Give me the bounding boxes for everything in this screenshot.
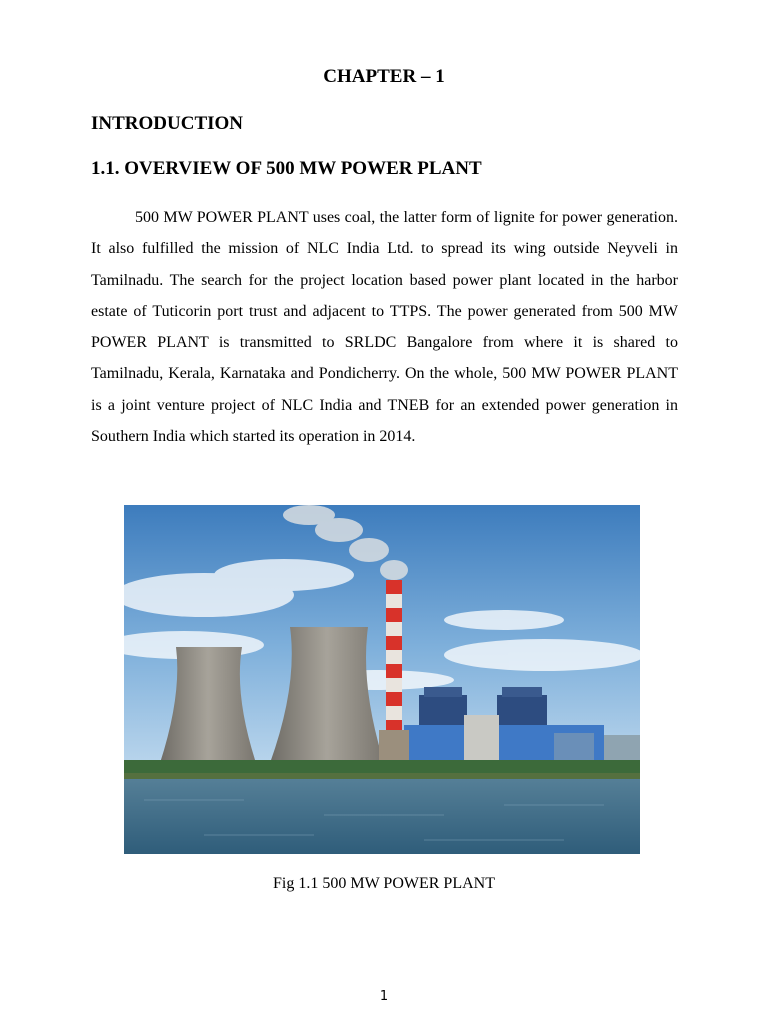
introduction-heading: INTRODUCTION (91, 113, 244, 134)
power-plant-photo (124, 505, 640, 854)
water (124, 779, 640, 854)
section-title: 1.1. OVERVIEW OF 500 MW POWER PLANT (91, 158, 482, 179)
page-number: 1 (379, 989, 389, 1004)
figure-caption: Fig 1.1 500 MW POWER PLANT (273, 875, 495, 892)
chapter-title: CHAPTER – 1 (323, 66, 445, 87)
overview-paragraph: 500 MW POWER PLANT uses coal, the latter form of lignite for power generation. It also fulfilled the mission of NLC India Ltd. to spread its wing outside Neyveli in Tamilnadu. The search for the project location based power plant located in the harbor estate of Tuticorin port trust and adjacent to TTPS. The power generated from 500 MW POWER PLANT is transmitted to SRLDC Bangalore from where it is shared to Tamilnadu, Kerala, Karnataka and Pondicherry. On the whole, 500 MW POWER PLANT is a joint venture project of NLC India and TNEB for an extended power generation in Southern India which started its operation in 2014. (91, 209, 678, 446)
